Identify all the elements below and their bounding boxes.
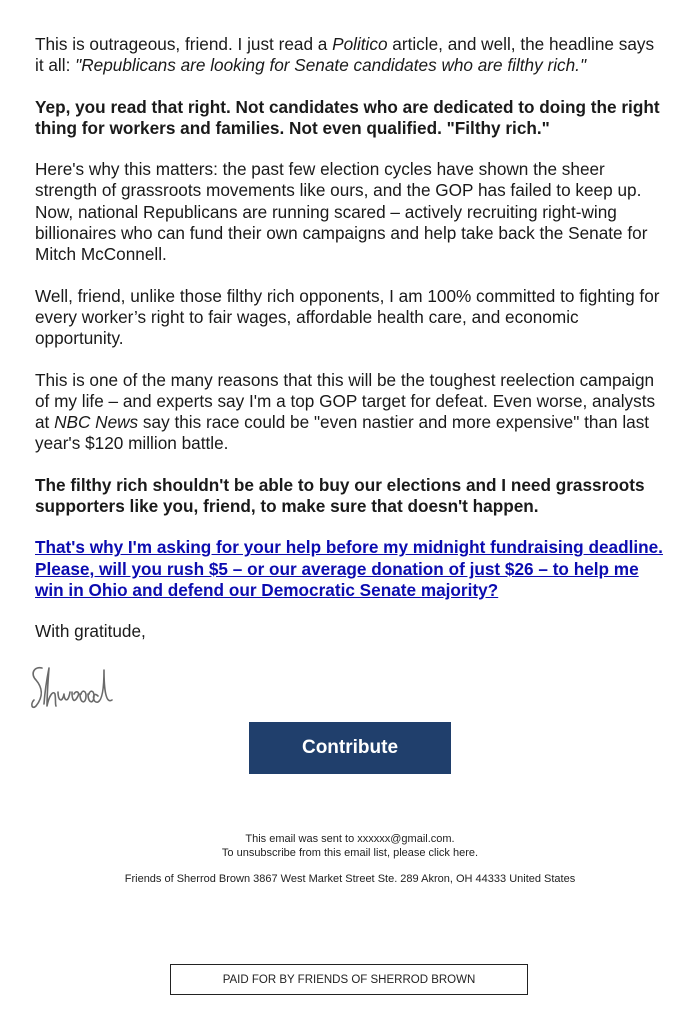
commitment-paragraph: Well, friend, unlike those filthy rich opponents, I am 100% committed to fighting for every worker’s right to fair wages, affordable health care, and economic opportunity. — [35, 285, 660, 349]
source-nbc: NBC News — [54, 412, 139, 433]
reelection-paragraph — [35, 370, 667, 455]
intro-paragraph — [35, 34, 667, 77]
closing-text: With gratitude, — [35, 621, 146, 642]
paid-for-disclaimer: PAID FOR BY FRIENDS OF SHERROD BROWN — [170, 964, 528, 995]
intro-text-2: article, and well, the headline says it all: — [35, 34, 655, 76]
email-body — [35, 34, 667, 663]
reelection-text: This is one of the many reasons that this will be the toughest reelection campaign of my life – and experts say I'm a top GOP target for defeat. Even worse, analysts at — [35, 369, 656, 433]
source-politico: Politico — [332, 34, 388, 54]
contribute-button[interactable]: Contribute — [249, 722, 451, 774]
address-city: Akron, OH 44333 — [421, 873, 507, 885]
headline-quote: "Republicans are looking for Senate candidates who are filthy rich." — [75, 55, 587, 76]
reelection-text-2: say this race could be "even nastier and more expensive" than last year's $120 million battle. — [35, 412, 650, 454]
signature-image — [28, 660, 128, 714]
address-country: United States — [509, 873, 576, 885]
mailing-address — [0, 872, 700, 886]
sent-to-line: This email was sent to xxxxxx@gmail.com. — [245, 833, 455, 845]
unsubscribe-link[interactable]: To unsubscribe from this email list, please click here. — [221, 847, 479, 859]
filthy-rich-paragraph: The filthy rich shouldn't be able to buy our elections and I need grassroots supporters like you, friend, to make sure that doesn't happen. — [35, 474, 645, 517]
donation-ask-link[interactable]: That's why I'm asking for your help before my midnight fundraising deadline. Please, will you rush $5 – or our average donation of just $26 – to help me win in Ohio and defend our Democratic Senate majority? — [35, 537, 663, 600]
footer-notice — [0, 832, 700, 860]
address-org: Friends of Sherrod Brown — [124, 873, 251, 885]
address-suite: Ste. 289 — [377, 873, 419, 885]
grassroots-paragraph: Here's why this matters: the past few election cycles have shown the sheer strength of grassroots movements like ours, and the GOP has failed to keep up. Now, national Republicans are running scared – actively recruiting right-wing billionaires who can fund their own campaigns and help take back the Senate for Mitch McConnell. — [35, 159, 648, 265]
recipient-email[interactable]: xxxxxx@gmail.com — [357, 833, 452, 845]
address-street: 3867 West Market Street — [253, 873, 375, 885]
intro-text: This is outrageous, friend. I just read a — [35, 34, 333, 54]
emphasis-paragraph: Yep, you read that right. Not candidates who are dedicated to doing the right thing for workers and families. Not even qualified. "Filthy rich." — [35, 96, 660, 138]
